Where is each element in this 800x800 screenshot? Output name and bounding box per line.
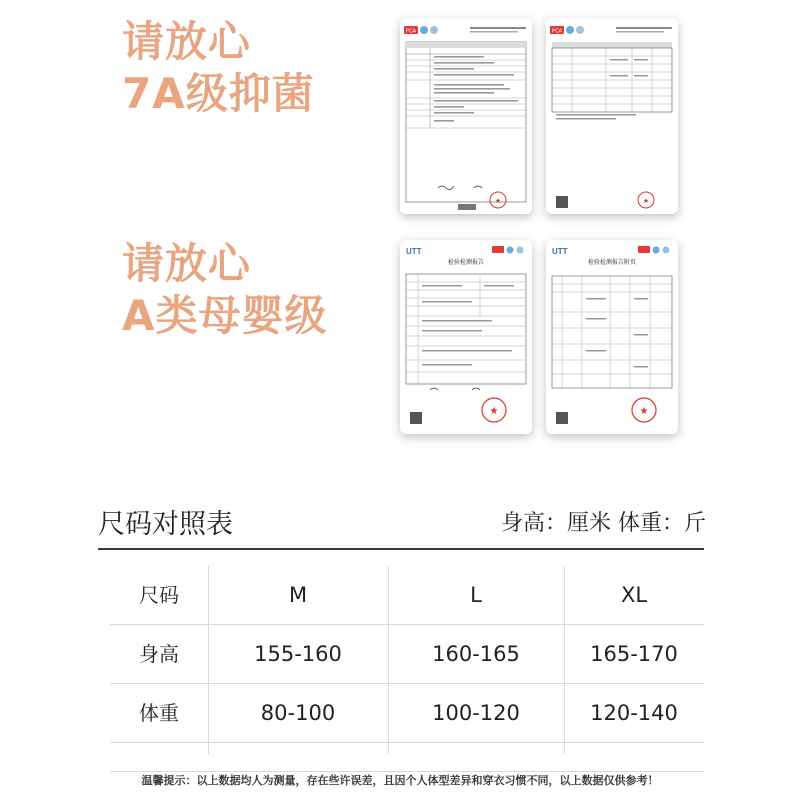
cert-logo-text: PCA — [405, 28, 417, 35]
cert-logo-text: UTT — [406, 247, 422, 256]
cell-value: 165-170 — [590, 642, 678, 666]
measurement-note: 温馨提示：以上数据均人为测量，存在些许误差，且因个人体型差异和穿衣习惯不同，以上数据仅供参考！ — [141, 774, 659, 787]
size-chart-title: 尺码对照表 — [98, 509, 233, 540]
cell-value: 120-140 — [590, 701, 678, 725]
table-row-empty — [110, 743, 704, 772]
row-label: 体重 — [139, 701, 179, 725]
header-size: 尺码 — [139, 583, 179, 607]
slogan-line: 请放心 — [122, 17, 252, 66]
size-chart-units: 身高：厘米 体重：斤 — [501, 511, 706, 536]
header-xl: XL — [620, 583, 648, 607]
table-header-row — [110, 566, 704, 625]
slogan-antibacterial — [122, 16, 315, 120]
cell-value: 155-160 — [254, 642, 342, 666]
inspection-report-appendix-image — [546, 240, 678, 434]
svg-text:★: ★ — [639, 406, 649, 417]
svg-text:★: ★ — [489, 406, 499, 417]
cert-title: 检验检测报告附页 — [587, 259, 637, 266]
cell-value: 100-120 — [432, 701, 520, 725]
test-report-image — [400, 18, 532, 214]
slogan-line: A类母婴级 — [122, 291, 328, 340]
inspection-report-image — [400, 240, 532, 434]
cert-title: 检验检测报告 — [447, 259, 485, 266]
table-row-weight — [110, 684, 704, 743]
cell-value: 160-165 — [432, 642, 520, 666]
test-report-appendix-image — [546, 18, 678, 214]
cell-value: 80-100 — [260, 701, 336, 725]
svg-text:★: ★ — [494, 197, 502, 205]
table-row-height — [110, 625, 704, 684]
slogan-line: 7A级抑菌 — [122, 69, 315, 118]
slogan-line: 请放心 — [122, 239, 252, 288]
header-l: L — [470, 583, 482, 607]
cert-logo-text: PCA — [551, 28, 563, 35]
cert-logo-text: UTT — [552, 247, 568, 256]
header-m: M — [288, 583, 308, 607]
row-label: 身高 — [139, 642, 179, 666]
divider — [98, 548, 704, 550]
slogan-maternal-infant — [122, 238, 328, 342]
size-table — [110, 566, 704, 772]
svg-text:★: ★ — [642, 197, 650, 205]
